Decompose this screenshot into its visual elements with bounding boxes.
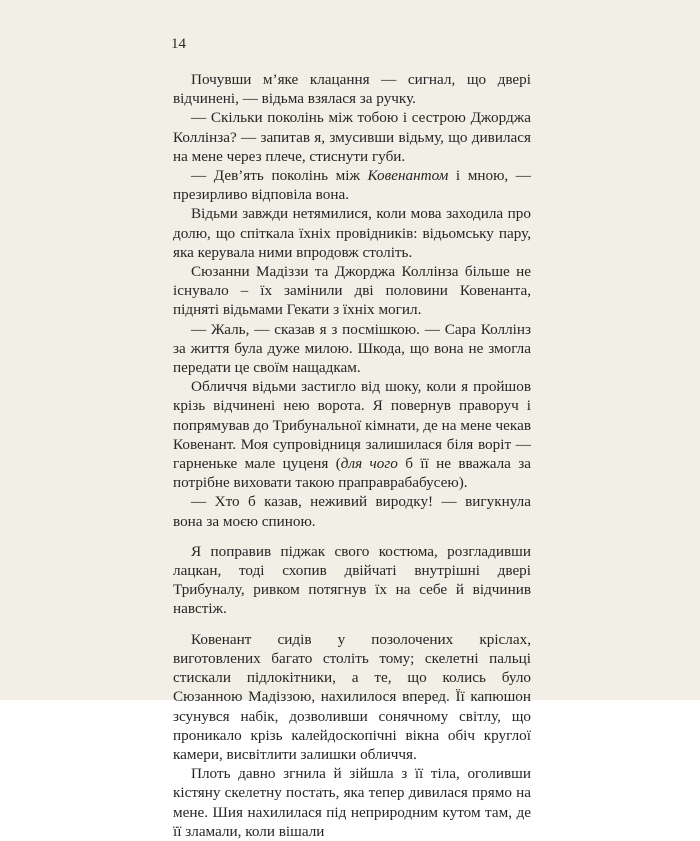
paragraph — [173, 377, 531, 492]
paragraph-text: Обличчя відьми застигло від шоку, коли я пройшов крізь відчинені нею ворота. Я повернув праворуч і попрямував до Трибунальної кімнати, де на мене чекав Ковенант. Моя супровідниця залишилася біля воріт — гарненьке мале цуценя ( — [173, 378, 531, 473]
paragraph — [173, 320, 531, 378]
paragraph-text: — Дев’ять поколінь між — [191, 167, 368, 185]
italic-text: для чого — [340, 455, 398, 473]
paragraph — [173, 764, 531, 841]
paragraph — [173, 542, 531, 619]
paragraph-text: Почувши м’яке клацання — сигнал, що двері відчинені, — відьма взялася за ручку. — [173, 71, 531, 108]
paragraph — [173, 70, 531, 108]
paragraph-text: — Хто б казав, неживий виродку! — вигукнула вона за моєю спиною. — [173, 493, 531, 530]
paragraph-text: Відьми завжди нетямилися, коли мова заходила про долю, що спіткала їхніх провідників: відьомську пару, яка керувала ними впродовж століть. — [173, 205, 531, 261]
paragraph — [173, 262, 531, 320]
paragraph-text: — Жаль, — сказав я з посмішкою. — Сара Коллінз за життя була дуже милою. Шкода, що вона не змогла передати це своїм нащадкам. — [173, 320, 531, 377]
paragraph-text: Плоть давно згнила й зійшла з її тіла, оголивши кістяну скелетну постать, яка тепер дивилася прямо на мене. Шия нахилилася під неприродним кутом там, де її зламали, коли вішали — [173, 765, 531, 840]
page-number: 14 — [171, 36, 186, 52]
paragraph — [173, 166, 531, 204]
paragraph-text: і мною, — презирливо відповіла вона. — [173, 167, 531, 204]
italic-text: Ковенантом — [367, 167, 449, 185]
paragraph-text: Я поправив піджак свого костюма, розгладивши лацкан, тоді схопив двійчаті внутрішні двері Трибуналу, ривком потягнув їх на себе й відчинив навстіж. — [173, 542, 531, 618]
paragraph — [173, 108, 531, 166]
paragraph — [173, 204, 531, 262]
paragraph — [173, 630, 531, 764]
paragraph-text: — Скільки поколінь між тобою і сестрою Джорджа Коллінза? — запитав я, змусивши відьму, що дивилася на мене через плече, стиснути губи. — [173, 109, 531, 165]
paragraph-text: Сюзанни Мадіззи та Джорджа Коллінза більше не існувало – їх замінили дві половини Ковенанта, підняті відьмами Гекати з їхніх могил. — [173, 263, 531, 319]
paragraph-text: Ковенант сидів у позолочених кріслах, виготовлених багато століть тому; скелетні пальці стискали підлокітники, а те, що колись було Сюзанною Мадіззою, нахилилося вперед. Її капюшон зсунувся набік, дозволивши сонячному світлу, що проникало крізь калейдоскопічні вікна обіч круглої камери, висвітлити залишки обличчя. — [173, 630, 531, 763]
paragraph-text: б її не вважала за потрібне виховати такою праправрабабусею). — [173, 455, 531, 492]
paragraph — [173, 492, 531, 530]
body-text — [173, 70, 531, 841]
